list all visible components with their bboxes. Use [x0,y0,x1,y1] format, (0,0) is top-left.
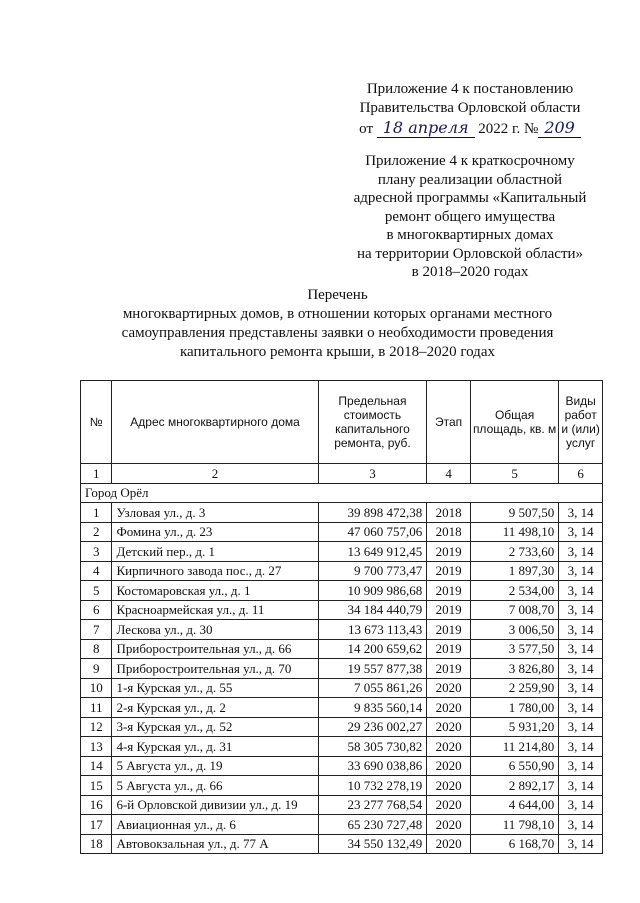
row-works: 3, 14 [559,834,603,854]
plan-appendix-line: адресной программы «Капитальный [353,190,587,206]
row-works: 3, 14 [559,600,603,620]
header-number: № [81,381,112,464]
row-stage: 2020 [427,717,471,737]
row-number: 11 [81,698,112,718]
row-cost: 9 700 773,47 [318,561,427,581]
table-row [81,795,603,815]
header-stage: Этап [427,381,471,464]
row-number: 6 [81,600,112,620]
row-area: 11 798,10 [470,815,558,835]
header-area: Общая площадь, кв. м [470,381,558,464]
table-row [81,756,603,776]
row-number: 12 [81,717,112,737]
title-line: самоуправления представлены заявки о необходимости проведения [121,325,554,341]
title-line: многоквартирных домов, в отношении которых органами местного [122,306,553,322]
table-row [81,561,603,581]
row-works: 3, 14 [559,659,603,679]
row-works: 3, 14 [559,795,603,815]
row-works: 3, 14 [559,522,603,542]
row-address: Костомаровская ул., д. 1 [112,581,318,601]
row-works: 3, 14 [559,639,603,659]
row-address: Детский пер., д. 1 [112,542,318,562]
row-number: 18 [81,834,112,854]
row-number: 8 [81,639,112,659]
table-row [81,717,603,737]
row-stage: 2020 [427,795,471,815]
row-cost: 10 732 278,19 [318,776,427,796]
row-cost: 65 230 727,48 [318,815,427,835]
table-row [81,815,603,835]
row-area: 3 826,80 [470,659,558,679]
row-cost: 58 305 730,82 [318,737,427,757]
row-stage: 2019 [427,561,471,581]
row-works: 3, 14 [559,678,603,698]
document-title [60,286,615,362]
resolution-date-line [340,118,600,139]
plan-appendix-line: на территории Орловской области» [356,245,584,262]
row-number: 1 [81,503,112,523]
row-cost: 10 909 986,68 [318,581,427,601]
row-works: 3, 14 [559,717,603,737]
row-area: 6 550,90 [470,756,558,776]
row-stage: 2020 [427,776,471,796]
row-address: 6-й Орловской дивизии ул., д. 19 [112,795,318,815]
table-row [81,503,603,523]
table-row [81,620,603,640]
row-address: Узловая ул., д. 3 [112,503,318,523]
row-area: 2 733,60 [470,542,558,562]
handwritten-date: 18 апреля [377,118,475,138]
row-stage: 2019 [427,542,471,562]
row-address: 4-я Курская ул., д. 31 [112,737,318,757]
row-cost: 34 184 440,79 [318,600,427,620]
header-cost: Предельная стоимость капитального ремонта, руб. [318,381,427,464]
table-row [81,678,603,698]
column-number: 4 [427,464,471,484]
row-address: Фомина ул., д. 23 [112,522,318,542]
table-row [81,776,603,796]
row-cost: 23 277 768,54 [318,795,427,815]
plan-appendix-line: Приложение 4 к краткосрочному [365,153,575,169]
row-works: 3, 14 [559,776,603,796]
plan-appendix-line: ремонт общего имущества [384,208,556,225]
row-stage: 2020 [427,678,471,698]
row-area: 1 897,30 [470,561,558,581]
row-stage: 2018 [427,503,471,523]
table-row [81,834,603,854]
row-address: Кирпичного завода пос., д. 27 [112,561,318,581]
row-cost: 34 550 132,49 [318,834,427,854]
row-number: 10 [81,678,112,698]
table-row [81,639,603,659]
row-area: 6 168,70 [470,834,558,854]
table-row [81,737,603,757]
row-number: 17 [81,815,112,835]
houses-table [80,380,603,854]
section-city: Город Орёл [81,483,603,503]
row-address: Приборостроительная ул., д. 66 [112,639,318,659]
column-number: 2 [112,464,318,484]
header-works: Виды работ и (или) услуг [559,381,603,464]
table-row [81,600,603,620]
row-works: 3, 14 [559,542,603,562]
row-area: 5 931,20 [470,717,558,737]
row-cost: 13 649 912,45 [318,542,427,562]
column-number: 6 [559,464,603,484]
plan-appendix-line: в 2018–2020 годах [411,264,529,280]
table-row [81,581,603,601]
row-area: 11 214,80 [470,737,558,757]
row-area: 2 534,00 [470,581,558,601]
row-stage: 2019 [427,581,471,601]
row-works: 3, 14 [559,698,603,718]
table-row [81,522,603,542]
row-works: 3, 14 [559,815,603,835]
row-stage: 2019 [427,620,471,640]
row-works: 3, 14 [559,620,603,640]
row-address: Автовокзальная ул., д. 77 А [112,834,318,854]
row-cost: 29 236 002,27 [318,717,427,737]
row-number: 16 [81,795,112,815]
row-area: 3 006,50 [470,620,558,640]
row-number: 9 [81,659,112,679]
row-works: 3, 14 [559,503,603,523]
row-area: 1 780,00 [470,698,558,718]
header-address: Адрес многоквартирного дома [112,381,318,464]
row-number: 5 [81,581,112,601]
row-stage: 2019 [427,659,471,679]
date-prefix: от [359,121,373,137]
row-address: 5 Августа ул., д. 19 [112,756,318,776]
title-line: капитального ремонта крыши, в 2018–2020 годах [180,344,495,360]
row-number: 7 [81,620,112,640]
row-cost: 39 898 472,38 [318,503,427,523]
row-number: 15 [81,776,112,796]
row-cost: 33 690 038,86 [318,756,427,776]
row-cost: 14 200 659,62 [318,639,427,659]
table-row [81,659,603,679]
row-cost: 9 835 560,14 [318,698,427,718]
row-stage: 2020 [427,698,471,718]
row-number: 4 [81,561,112,581]
row-cost: 13 673 113,43 [318,620,427,640]
row-address: Красноармейская ул., д. 11 [112,600,318,620]
row-address: Лескова ул., д. 30 [112,620,318,640]
row-number: 2 [81,522,112,542]
resolution-appendix-line-1: Приложение 4 к постановлению [366,81,574,97]
plan-appendix-line: плану реализации областной [377,171,563,188]
row-number: 14 [81,756,112,776]
row-number: 13 [81,737,112,757]
row-area: 11 498,10 [470,522,558,542]
row-stage: 2020 [427,834,471,854]
plan-appendix-header [340,152,600,282]
table-header-row [81,381,603,464]
date-year: 2022 г. № [478,121,539,137]
row-area: 9 507,50 [470,503,558,523]
section-row [81,483,603,503]
resolution-appendix-line-2: Правительства Орловской области [359,100,581,116]
row-cost: 7 055 861,26 [318,678,427,698]
row-area: 2 259,90 [470,678,558,698]
row-address: Приборостроительная ул., д. 70 [112,659,318,679]
row-address: Авиационная ул., д. 6 [112,815,318,835]
row-works: 3, 14 [559,737,603,757]
row-area: 3 577,50 [470,639,558,659]
column-number: 3 [318,464,427,484]
row-cost: 47 060 757,06 [318,522,427,542]
row-address: 5 Августа ул., д. 66 [112,776,318,796]
row-stage: 2020 [427,737,471,757]
row-address: 3-я Курская ул., д. 52 [112,717,318,737]
table-row [81,698,603,718]
row-number: 3 [81,542,112,562]
column-number: 5 [470,464,558,484]
row-works: 3, 14 [559,756,603,776]
row-address: 2-я Курская ул., д. 2 [112,698,318,718]
column-number: 1 [81,464,112,484]
row-cost: 19 557 877,38 [318,659,427,679]
row-area: 7 008,70 [470,600,558,620]
column-numbers-row [81,464,603,484]
row-address: 1-я Курская ул., д. 55 [112,678,318,698]
title-line: Перечень [307,287,368,303]
row-works: 3, 14 [559,581,603,601]
row-stage: 2019 [427,639,471,659]
row-area: 2 892,17 [470,776,558,796]
row-works: 3, 14 [559,561,603,581]
row-stage: 2019 [427,600,471,620]
row-area: 4 644,00 [470,795,558,815]
plan-appendix-line: в многоквартирных домах [386,227,554,243]
row-stage: 2020 [427,815,471,835]
table-row [81,542,603,562]
row-stage: 2020 [427,756,471,776]
row-stage: 2018 [427,522,471,542]
handwritten-number: 209 [538,118,581,138]
resolution-appendix-header [340,80,600,139]
